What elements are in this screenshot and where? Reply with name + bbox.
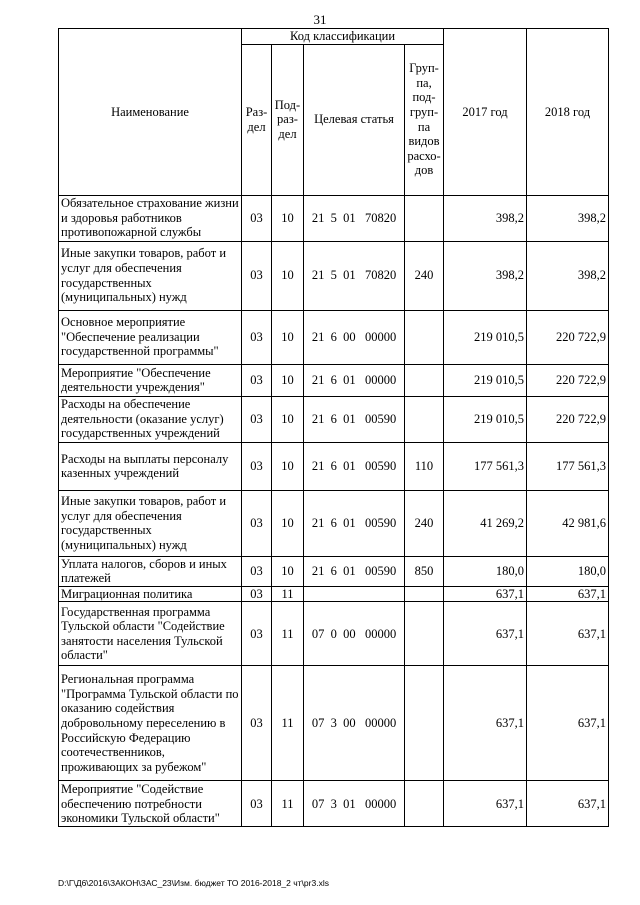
row-name: Государственная программа Тульской области "Содействие занятости населения Тульской области" <box>59 602 242 666</box>
row-subsection: 10 <box>272 442 304 490</box>
row-subsection: 11 <box>272 781 304 827</box>
row-value-2017: 637,1 <box>444 586 527 602</box>
row-expense-group: 240 <box>405 241 444 310</box>
table-row <box>59 781 609 827</box>
row-section: 03 <box>242 442 272 490</box>
row-subsection: 10 <box>272 396 304 442</box>
header-expense-group: Груп- па, под- груп- па видов расхо- дов <box>405 44 444 195</box>
row-value-2018: 42 981,6 <box>527 490 609 556</box>
row-value-2018: 177 561,3 <box>527 442 609 490</box>
table-row <box>59 556 609 586</box>
row-subsection: 10 <box>272 241 304 310</box>
header-2018: 2018 год <box>527 29 609 196</box>
row-expense-group <box>405 310 444 364</box>
row-target-article: 07 3 01 00000 <box>304 781 405 827</box>
row-section: 03 <box>242 556 272 586</box>
row-expense-group <box>405 364 444 396</box>
row-value-2017: 637,1 <box>444 602 527 666</box>
row-value-2018: 637,1 <box>527 586 609 602</box>
row-section: 03 <box>242 490 272 556</box>
row-subsection: 10 <box>272 364 304 396</box>
table-row <box>59 195 609 241</box>
row-name: Расходы на выплаты персоналу казенных учреждений <box>59 442 242 490</box>
row-target-article: 21 6 00 00000 <box>304 310 405 364</box>
row-value-2018: 637,1 <box>527 666 609 781</box>
file-path-footer: D:\Г\Д6\2016\ЗАКОН\ЗАС_23\Изм. бюджет ТО 2016-2018_2 чт\pr3.xls <box>58 878 329 888</box>
row-target-article <box>304 586 405 602</box>
page-number: 31 <box>313 12 327 27</box>
row-value-2017: 398,2 <box>444 241 527 310</box>
row-subsection: 10 <box>272 195 304 241</box>
row-value-2018: 220 722,9 <box>527 310 609 364</box>
row-value-2018: 637,1 <box>527 602 609 666</box>
budget-table <box>58 28 609 827</box>
table-row <box>59 396 609 442</box>
row-expense-group <box>405 602 444 666</box>
row-section: 03 <box>242 781 272 827</box>
header-target-article: Целевая статья <box>304 44 405 195</box>
row-subsection: 10 <box>272 556 304 586</box>
header-section: Раз- дел <box>242 44 272 195</box>
table-row <box>59 310 609 364</box>
row-expense-group <box>405 666 444 781</box>
row-section: 03 <box>242 364 272 396</box>
row-value-2018: 220 722,9 <box>527 396 609 442</box>
row-value-2017: 637,1 <box>444 781 527 827</box>
row-value-2017: 177 561,3 <box>444 442 527 490</box>
header-subsection: Под- раз- дел <box>272 44 304 195</box>
row-value-2017: 41 269,2 <box>444 490 527 556</box>
row-name: Иные закупки товаров, работ и услуг для обеспечения государственных (муниципальных) нужд <box>59 490 242 556</box>
row-name: Уплата налогов, сборов и иных платежей <box>59 556 242 586</box>
row-name: Мероприятие "Содействие обеспечению потребности экономики Тульской области" <box>59 781 242 827</box>
row-expense-group: 110 <box>405 442 444 490</box>
row-expense-group: 240 <box>405 490 444 556</box>
header-2017: 2017 год <box>444 29 527 196</box>
row-section: 03 <box>242 666 272 781</box>
row-name: Расходы на обеспечение деятельности (оказание услуг) государственных учреждений <box>59 396 242 442</box>
row-target-article: 21 6 01 00000 <box>304 364 405 396</box>
row-value-2018: 220 722,9 <box>527 364 609 396</box>
row-expense-group <box>405 195 444 241</box>
table-row <box>59 442 609 490</box>
row-target-article: 21 5 01 70820 <box>304 195 405 241</box>
row-name: Обязательное страхование жизни и здоровья работников противопожарной службы <box>59 195 242 241</box>
row-section: 03 <box>242 310 272 364</box>
row-value-2017: 219 010,5 <box>444 310 527 364</box>
row-section: 03 <box>242 586 272 602</box>
row-section: 03 <box>242 396 272 442</box>
row-subsection: 10 <box>272 310 304 364</box>
row-value-2018: 398,2 <box>527 241 609 310</box>
table-row <box>59 490 609 556</box>
row-value-2018: 180,0 <box>527 556 609 586</box>
row-subsection: 11 <box>272 666 304 781</box>
row-name: Иные закупки товаров, работ и услуг для обеспечения государственных (муниципальных) нужд <box>59 241 242 310</box>
row-subsection: 11 <box>272 586 304 602</box>
header-name: Наименование <box>59 29 242 196</box>
row-name: Региональная программа "Программа Тульской области по оказанию содействия добровольному переселению в Российскую Федерацию соотечественников, проживающих за рубежом" <box>59 666 242 781</box>
row-target-article: 21 6 01 00590 <box>304 556 405 586</box>
header-classification-code: Код классификации <box>242 29 444 45</box>
row-name: Мероприятие "Обеспечение деятельности учреждения" <box>59 364 242 396</box>
row-target-article: 21 6 01 00590 <box>304 490 405 556</box>
row-value-2017: 637,1 <box>444 666 527 781</box>
row-name: Основное мероприятие "Обеспечение реализации государственной программы" <box>59 310 242 364</box>
row-value-2018: 637,1 <box>527 781 609 827</box>
row-target-article: 07 0 00 00000 <box>304 602 405 666</box>
table-row <box>59 602 609 666</box>
row-target-article: 21 5 01 70820 <box>304 241 405 310</box>
row-value-2017: 219 010,5 <box>444 396 527 442</box>
table-body <box>59 195 609 827</box>
row-target-article: 21 6 01 00590 <box>304 396 405 442</box>
row-value-2017: 398,2 <box>444 195 527 241</box>
table-row <box>59 241 609 310</box>
row-section: 03 <box>242 602 272 666</box>
row-value-2017: 219 010,5 <box>444 364 527 396</box>
row-expense-group <box>405 396 444 442</box>
row-value-2017: 180,0 <box>444 556 527 586</box>
row-expense-group <box>405 781 444 827</box>
row-section: 03 <box>242 195 272 241</box>
row-target-article: 21 6 01 00590 <box>304 442 405 490</box>
row-expense-group <box>405 586 444 602</box>
row-expense-group: 850 <box>405 556 444 586</box>
row-subsection: 10 <box>272 490 304 556</box>
row-target-article: 07 3 00 00000 <box>304 666 405 781</box>
row-subsection: 11 <box>272 602 304 666</box>
row-value-2018: 398,2 <box>527 195 609 241</box>
row-name: Миграционная политика <box>59 586 242 602</box>
table-row <box>59 364 609 396</box>
table-row <box>59 586 609 602</box>
table-row <box>59 666 609 781</box>
row-section: 03 <box>242 241 272 310</box>
